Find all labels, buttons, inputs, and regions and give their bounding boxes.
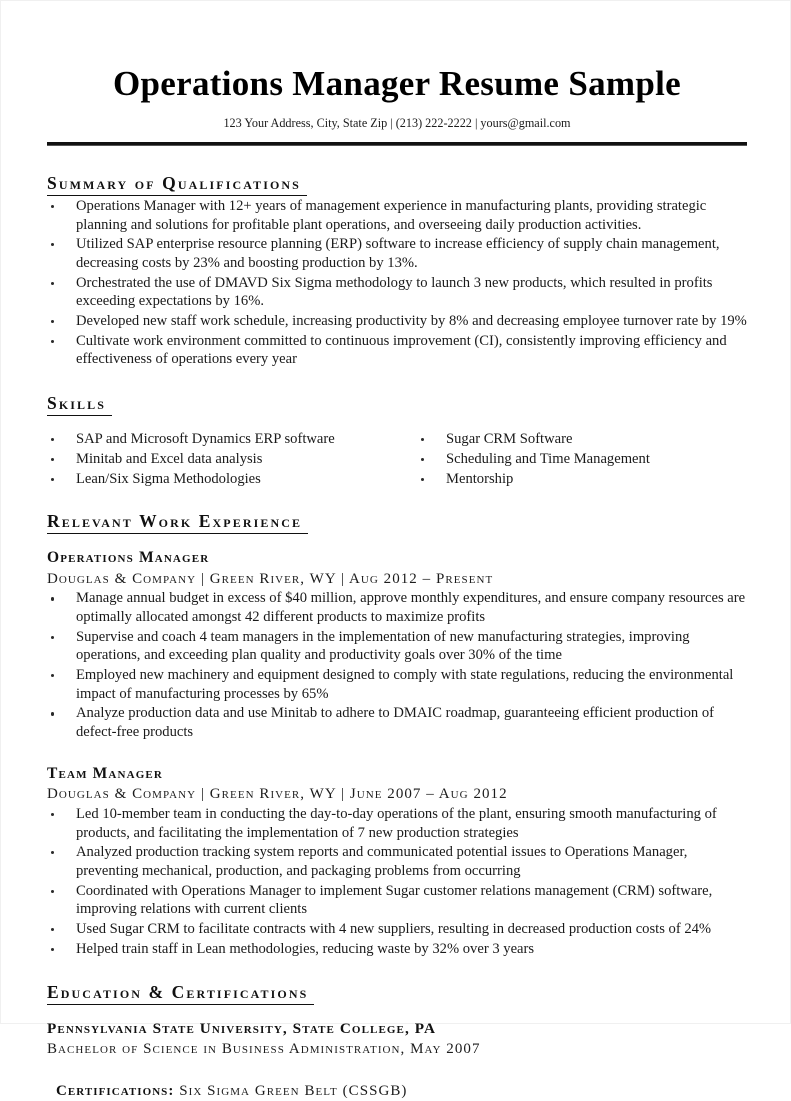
section-heading-skills: Skills <box>47 393 112 416</box>
summary-heading-wrap <box>47 173 747 196</box>
list-item: Cultivate work environment committed to continuous improvement (CI), consistently improving efficiency and effectiveness of operations every year <box>47 332 747 369</box>
skills-columns <box>47 429 747 489</box>
list-item: Manage annual budget in excess of $40 million, approve monthly expenditures, and ensure company resources are optimally allocated amongst 42 different products to maximize profits <box>47 589 747 626</box>
job-entry-team-manager <box>47 764 747 959</box>
skills-heading-wrap <box>47 393 747 416</box>
list-item: Employed new machinery and equipment designed to comply with state regulations, reducing the environmental impact of manufacturing processes by 65% <box>47 666 747 703</box>
list-item: Used Sugar CRM to facilitate contracts with 4 new suppliers, resulting in decreased production costs of 24% <box>47 920 747 939</box>
list-item: Sugar CRM Software <box>417 430 747 449</box>
job-bullet-list <box>47 805 747 958</box>
resume-header <box>47 0 747 146</box>
job-company-location-dates: Douglas & Company | Green River, WY | Aug 2012 – Present <box>47 570 494 587</box>
certifications-line <box>47 1082 747 1101</box>
list-item: Developed new staff work schedule, increasing productivity by 8% and decreasing employee turnover rate by 19% <box>47 312 747 331</box>
experience-heading-wrap <box>47 511 747 534</box>
skills-column-left <box>47 429 417 489</box>
list-item: Led 10-member team in conducting the day-to-day operations of the plant, ensuring smooth manufacturing of products, and facilitating the implementation of 7 new production strategies <box>47 805 747 842</box>
section-heading-summary: Summary of Qualifications <box>47 173 307 196</box>
section-education-and-certifications <box>47 982 747 1101</box>
resume-content <box>47 0 747 1101</box>
job-company-location-dates: Douglas & Company | Green River, WY | June 2007 – Aug 2012 <box>47 786 508 803</box>
header-divider <box>47 142 747 146</box>
education-entry <box>47 1019 747 1059</box>
list-item: Mentorship <box>417 470 747 489</box>
list-item: Operations Manager with 12+ years of management experience in manufacturing plants, providing strategic planning and solutions for profitable plant operations, and overseeing daily production activities. <box>47 197 747 234</box>
skills-list-right <box>417 430 747 489</box>
list-item: SAP and Microsoft Dynamics ERP software <box>47 430 417 449</box>
section-heading-experience: Relevant Work Experience <box>47 511 308 534</box>
list-item: Analyzed production tracking system reports and communicated potential issues to Operations Manager, preventing mechanical, production, and packaging problems from occurring <box>47 843 747 880</box>
list-item: Helped train staff in Lean methodologies, reducing waste by 32% over 3 years <box>47 940 747 959</box>
contact-line: 123 Your Address, City, State Zip | (213) 222-2222 | yours@gmail.com <box>223 116 571 131</box>
list-item: Lean/Six Sigma Methodologies <box>47 470 417 489</box>
list-item: Orchestrated the use of DMAVD Six Sigma methodology to launch 3 new products, which resulted in profits exceeding expectations by 16%. <box>47 274 747 311</box>
list-item: Coordinated with Operations Manager to implement Sugar customer relations management (CRM) software, improving relations with current clients <box>47 882 747 919</box>
certifications-label: Certifications: <box>56 1082 175 1099</box>
skills-column-right <box>417 429 747 489</box>
list-item: Minitab and Excel data analysis <box>47 450 417 469</box>
section-summary-of-qualifications <box>47 173 747 369</box>
education-heading-wrap <box>47 982 747 1005</box>
education-school: Pennsylvania State University, State College, PA <box>47 1020 437 1038</box>
skills-list-left <box>47 430 417 489</box>
certifications-value: Six Sigma Green Belt (CSSGB) <box>179 1082 408 1099</box>
job-title: Operations Manager <box>47 549 210 567</box>
job-title: Team Manager <box>47 764 163 782</box>
list-item: Scheduling and Time Management <box>417 450 747 469</box>
summary-bullet-list <box>47 197 747 369</box>
section-relevant-work-experience <box>47 511 747 958</box>
education-degree: Bachelor of Science in Business Administration, May 2007 <box>47 1040 481 1057</box>
section-heading-education: Education & Certifications <box>47 982 314 1005</box>
job-entry-operations-manager <box>47 548 747 742</box>
list-item: Analyze production data and use Minitab to adhere to DMAIC roadmap, guaranteeing efficient production of defect-free products <box>47 704 747 741</box>
list-item: Supervise and coach 4 team managers in the implementation of new manufacturing strategies, improving operations, and exceeding plan quality and productivity goals over 30% of the time <box>47 628 747 665</box>
page-title: Operations Manager Resume Sample <box>113 64 681 103</box>
job-bullet-list <box>47 589 747 741</box>
section-skills <box>47 393 747 489</box>
list-item: Utilized SAP enterprise resource planning (ERP) software to increase efficiency of supply chain management, decreasing costs by 23% and boosting production by 13%. <box>47 235 747 272</box>
